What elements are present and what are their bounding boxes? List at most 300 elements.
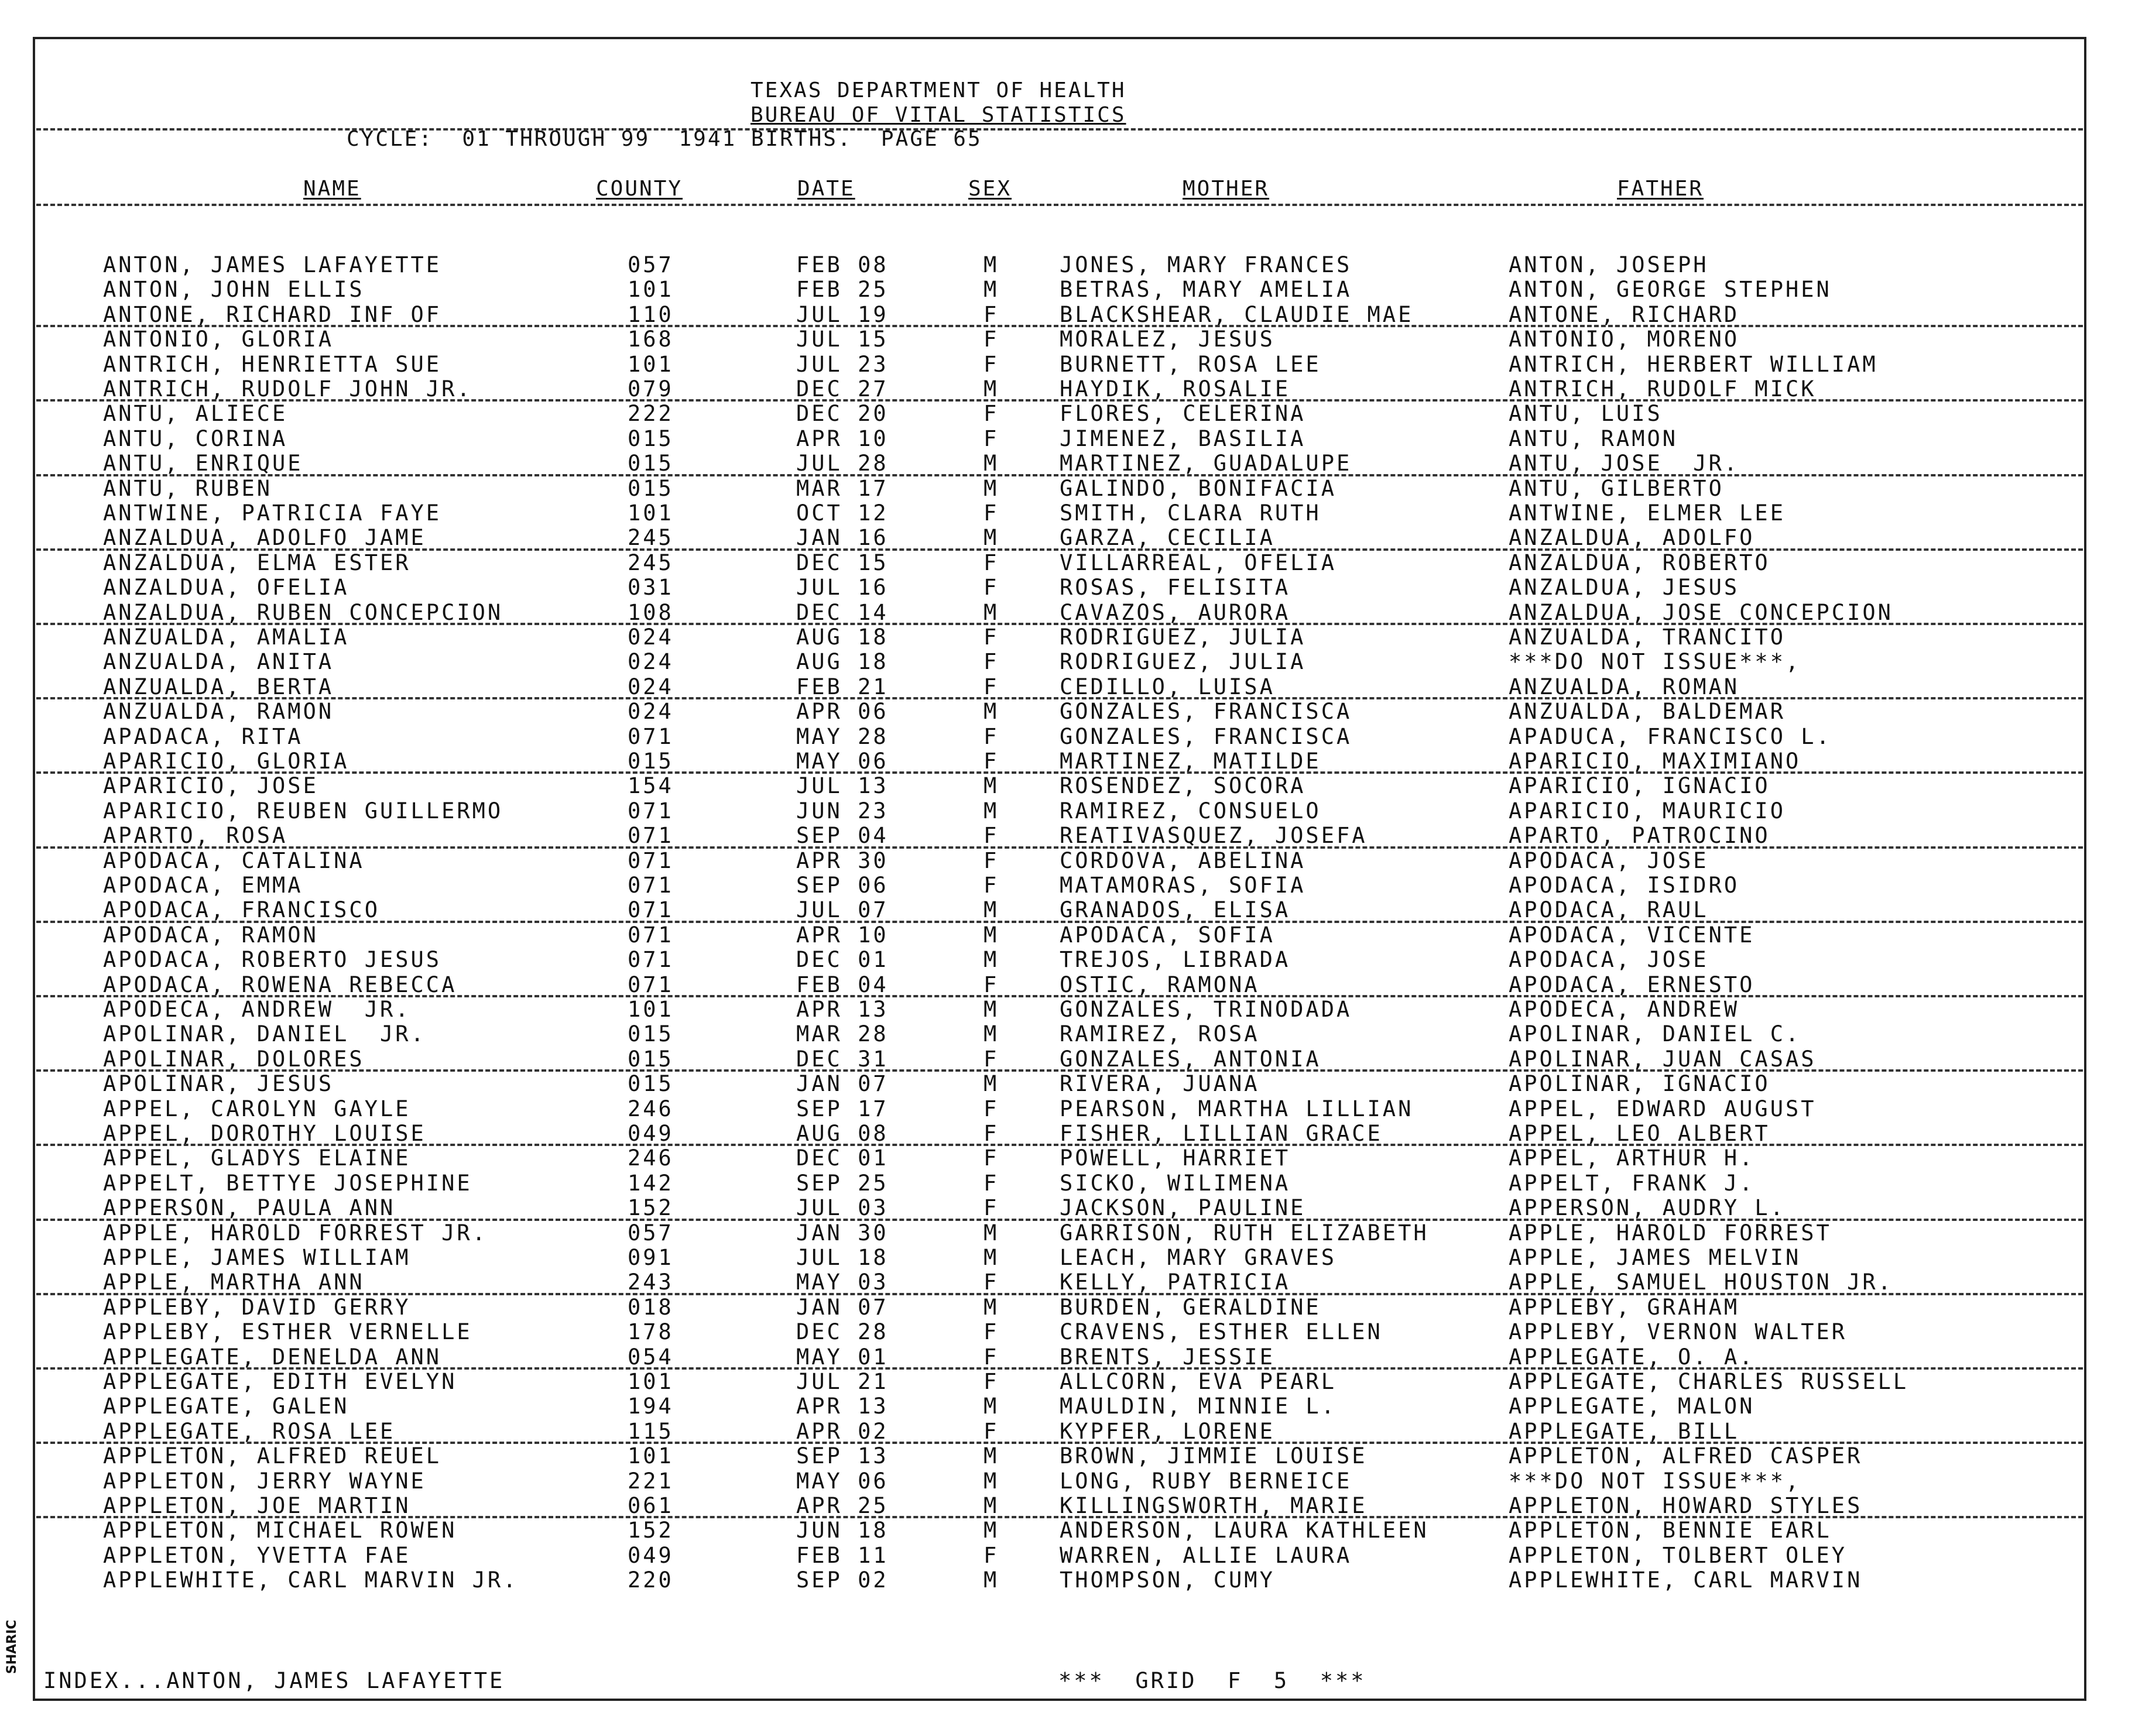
cell-county: 178 (628, 1319, 674, 1344)
cell-county: 154 (628, 773, 674, 798)
cell-name: APPEL, GLADYS ELAINE (103, 1145, 411, 1171)
cell-father: APOLINAR, JUAN CASAS (1509, 1047, 1817, 1072)
cell-father: APPLE, JAMES MELVIN (1509, 1245, 1801, 1270)
cell-date: MAY 28 (796, 724, 889, 749)
cell-mother: THOMPSON, CUMY (1060, 1567, 1275, 1593)
cell-name: APODACA, ROBERTO JESUS (103, 947, 442, 972)
cell-mother: GARRISON, RUTH ELIZABETH (1060, 1220, 1429, 1246)
header-divider (36, 128, 2083, 131)
cell-date: FEB 25 (796, 277, 889, 302)
table-row (0, 675, 2135, 699)
cell-mother: MAULDIN, MINNIE L. (1060, 1394, 1336, 1419)
cell-date: FEB 21 (796, 674, 889, 699)
cell-mother: MARTINEZ, GUADALUPE (1060, 451, 1352, 476)
row-separator (36, 1293, 2083, 1295)
table-row (0, 1469, 2135, 1494)
cell-name: APODACA, ROWENA REBECCA (103, 972, 457, 997)
cell-date: MAY 01 (796, 1344, 889, 1370)
cell-sex: M (983, 1394, 999, 1419)
cell-date: JUL 13 (796, 773, 889, 798)
cell-name: ANZUALDA, BERTA (103, 674, 334, 699)
cell-name: APPLEBY, ESTHER VERNELLE (103, 1319, 472, 1344)
cell-sex: F (983, 674, 999, 699)
cell-mother: MATAMORAS, SOFIA (1060, 873, 1306, 898)
cell-date: APR 13 (796, 1394, 889, 1419)
cell-father: APPERSON, AUDRY L. (1509, 1195, 1786, 1220)
cell-mother: LONG, RUBY BERNEICE (1060, 1469, 1352, 1494)
cell-county: 246 (628, 1096, 674, 1121)
cell-date: JAN 16 (796, 525, 889, 550)
table-row (0, 625, 2135, 650)
table-row (0, 774, 2135, 798)
cell-date: APR 30 (796, 848, 889, 873)
cell-name: APPLE, JAMES WILLIAM (103, 1245, 411, 1270)
cell-father: ANZALDUA, ADOLFO (1509, 525, 1755, 550)
cell-father: ***DO NOT ISSUE***, (1509, 649, 1801, 674)
cell-father: ANZALDUA, JOSE CONCEPCION (1509, 600, 1893, 625)
cell-date: AUG 08 (796, 1121, 889, 1146)
cell-name: ANTON, JAMES LAFAYETTE (103, 252, 442, 277)
table-row (0, 1394, 2135, 1419)
cell-father: ANTONE, RICHARD (1509, 302, 1740, 327)
cell-sex: F (983, 401, 999, 426)
cell-mother: GALINDO, BONIFACIA (1060, 476, 1336, 501)
cell-mother: BURNETT, ROSA LEE (1060, 352, 1321, 377)
cell-date: DEC 01 (796, 947, 889, 972)
cell-mother: KYPFER, LORENE (1060, 1419, 1275, 1444)
table-row (0, 824, 2135, 848)
cell-county: 152 (628, 1195, 674, 1220)
cell-county: 101 (628, 1369, 674, 1394)
cell-sex: F (983, 500, 999, 526)
table-row (0, 1494, 2135, 1518)
cell-date: SEP 06 (796, 873, 889, 898)
cell-mother: ALLCORN, EVA PEARL (1060, 1369, 1336, 1394)
cell-date: MAR 28 (796, 1021, 889, 1047)
cell-sex: M (983, 947, 999, 972)
cell-mother: BROWN, JIMMIE LOUISE (1060, 1443, 1368, 1469)
cell-sex: M (983, 1518, 999, 1543)
cell-father: ANTU, GILBERTO (1509, 476, 1724, 501)
cell-date: MAY 06 (796, 749, 889, 774)
cell-father: APARTO, PATROCINO (1509, 823, 1770, 848)
cell-mother: BETRAS, MARY AMELIA (1060, 277, 1352, 302)
table-row (0, 1543, 2135, 1568)
table-row (0, 799, 2135, 824)
cell-father: ANTON, GEORGE STEPHEN (1509, 277, 1832, 302)
row-separator (36, 1219, 2083, 1221)
cell-father: APPLEGATE, BILL (1509, 1419, 1740, 1444)
cell-date: JUL 23 (796, 352, 889, 377)
cell-mother: SMITH, CLARA RUTH (1060, 500, 1321, 526)
cell-father: APODACA, ISIDRO (1509, 873, 1740, 898)
cell-father: APODACA, JOSE (1509, 848, 1709, 873)
cell-date: DEC 14 (796, 600, 889, 625)
table-row (0, 1345, 2135, 1370)
cell-date: MAY 06 (796, 1469, 889, 1494)
cell-father: APOLINAR, DANIEL C. (1509, 1021, 1801, 1047)
cell-mother: RIVERA, JUANA (1060, 1071, 1260, 1096)
cell-county: 222 (628, 401, 674, 426)
table-row (0, 476, 2135, 501)
table-row (0, 526, 2135, 550)
cell-name: APPLEGATE, EDITH EVELYN (103, 1369, 457, 1394)
row-separator (36, 399, 2083, 402)
cell-father: ANTU, JOSE JR. (1509, 451, 1740, 476)
department-title: TEXAS DEPARTMENT OF HEALTH (750, 78, 1126, 102)
cell-father: ANTU, RAMON (1509, 426, 1678, 451)
cell-mother: JACKSON, PAULINE (1060, 1195, 1306, 1220)
row-separator (36, 1442, 2083, 1444)
cell-father: APODACA, ERNESTO (1509, 972, 1755, 997)
cell-name: ANTU, CORINA (103, 426, 288, 451)
cell-name: APARTO, ROSA (103, 823, 288, 848)
cell-father: ANZALDUA, ROBERTO (1509, 550, 1770, 575)
row-separator (36, 1516, 2083, 1518)
row-separator (36, 995, 2083, 997)
cell-date: OCT 12 (796, 500, 889, 526)
cell-mother: OSTIC, RAMONA (1060, 972, 1260, 997)
cell-date: JUL 03 (796, 1195, 889, 1220)
cell-sex: F (983, 550, 999, 575)
cell-name: APOLINAR, DANIEL JR. (103, 1021, 426, 1047)
cell-county: 142 (628, 1171, 674, 1196)
table-row (0, 699, 2135, 724)
cell-mother: JONES, MARY FRANCES (1060, 252, 1352, 277)
cell-name: APODACA, RAMON (103, 922, 318, 948)
cell-county: 071 (628, 848, 674, 873)
cell-father: APPEL, LEO ALBERT (1509, 1121, 1770, 1146)
cell-date: SEP 02 (796, 1567, 889, 1593)
cell-sex: F (983, 1096, 999, 1121)
cell-sex: M (983, 1245, 999, 1270)
cell-date: DEC 20 (796, 401, 889, 426)
cell-mother: KELLY, PATRICIA (1060, 1270, 1291, 1295)
cell-mother: CRAVENS, ESTHER ELLEN (1060, 1319, 1383, 1344)
column-header-mother: MOTHER (1183, 177, 1270, 201)
cell-mother: POWELL, HARRIET (1060, 1145, 1291, 1171)
table-row (0, 873, 2135, 898)
cell-mother: PEARSON, MARTHA LILLIAN (1060, 1096, 1414, 1121)
cell-mother: VILLARREAL, OFELIA (1060, 550, 1336, 575)
cell-name: ANTONE, RICHARD INF OF (103, 302, 442, 327)
cell-father: APARICIO, MAXIMIANO (1509, 749, 1801, 774)
table-row (0, 377, 2135, 402)
cell-date: APR 02 (796, 1419, 889, 1444)
cell-sex: F (983, 1543, 999, 1568)
cell-name: APOLINAR, JESUS (103, 1071, 334, 1096)
bureau-title: BUREAU OF VITAL STATISTICS (750, 103, 1126, 127)
cell-name: APODACA, FRANCISCO (103, 897, 380, 922)
cell-father: APPLETON, BENNIE EARL (1509, 1518, 1832, 1543)
cell-sex: F (983, 352, 999, 377)
cell-name: ANTON, JOHN ELLIS (103, 277, 365, 302)
cell-father: ANTRICH, RUDOLF MICK (1509, 376, 1817, 402)
cell-date: JAN 07 (796, 1295, 889, 1320)
cell-date: APR 10 (796, 922, 889, 948)
cell-mother: ROSENDEZ, SOCORA (1060, 773, 1306, 798)
table-row (0, 1121, 2135, 1146)
cell-county: 246 (628, 1145, 674, 1171)
cell-county: 024 (628, 699, 674, 724)
cell-date: SEP 04 (796, 823, 889, 848)
cell-father: APODACA, RAUL (1509, 897, 1709, 922)
cell-name: ANTWINE, PATRICIA FAYE (103, 500, 442, 526)
cell-sex: M (983, 997, 999, 1022)
table-row (0, 1171, 2135, 1196)
cell-county: 079 (628, 376, 674, 402)
cell-name: APPEL, CAROLYN GAYLE (103, 1096, 411, 1121)
cell-mother: ANDERSON, LAURA KATHLEEN (1060, 1518, 1429, 1543)
cell-county: 049 (628, 1121, 674, 1146)
row-separator (36, 697, 2083, 699)
cell-date: APR 13 (796, 997, 889, 1022)
cell-sex: M (983, 1021, 999, 1047)
cell-name: ANZUALDA, ANITA (103, 649, 334, 674)
cycle-line: CYCLE: 01 THROUGH 99 1941 BIRTHS. PAGE 65 (347, 127, 982, 151)
grid-footer: *** GRID F 5 *** (1058, 1668, 1366, 1693)
cell-county: 071 (628, 897, 674, 922)
table-row (0, 749, 2135, 774)
cell-date: DEC 01 (796, 1145, 889, 1171)
cell-county: 245 (628, 550, 674, 575)
cell-county: 061 (628, 1493, 674, 1518)
cell-father: ANTWINE, ELMER LEE (1509, 500, 1786, 526)
cell-sex: M (983, 476, 999, 501)
cell-county: 243 (628, 1270, 674, 1295)
cell-county: 071 (628, 922, 674, 948)
cell-date: APR 10 (796, 426, 889, 451)
cell-date: JUL 16 (796, 575, 889, 600)
cell-mother: ROSAS, FELISITA (1060, 575, 1291, 600)
table-row (0, 1221, 2135, 1246)
table-row (0, 650, 2135, 674)
cell-father: APPLETON, TOLBERT OLEY (1509, 1543, 1848, 1568)
cell-county: 194 (628, 1394, 674, 1419)
cell-sex: F (983, 1344, 999, 1370)
cell-sex: F (983, 1369, 999, 1394)
cell-name: APODACA, CATALINA (103, 848, 365, 873)
cell-father: APOLINAR, IGNACIO (1509, 1071, 1770, 1096)
cell-name: ANZALDUA, RUBEN CONCEPCION (103, 600, 503, 625)
cell-date: SEP 17 (796, 1096, 889, 1121)
column-header-county: COUNTY (596, 177, 683, 201)
cell-sex: M (983, 376, 999, 402)
cell-mother: BRENTS, JESSIE (1060, 1344, 1275, 1370)
cell-sex: M (983, 897, 999, 922)
cell-county: 115 (628, 1419, 674, 1444)
cell-father: ANZALDUA, JESUS (1509, 575, 1740, 600)
cell-county: 057 (628, 252, 674, 277)
cell-county: 108 (628, 600, 674, 625)
cell-county: 071 (628, 947, 674, 972)
cell-mother: GARZA, CECILIA (1060, 525, 1275, 550)
cell-date: JUL 18 (796, 1245, 889, 1270)
table-row (0, 402, 2135, 426)
cell-sex: M (983, 922, 999, 948)
row-separator (36, 771, 2083, 774)
cell-county: 101 (628, 352, 674, 377)
cell-father: APPLETON, HOWARD STYLES (1509, 1493, 1863, 1518)
cell-sex: F (983, 649, 999, 674)
cell-county: 018 (628, 1295, 674, 1320)
cell-father: APPLE, SAMUEL HOUSTON JR. (1509, 1270, 1893, 1295)
cell-date: MAR 17 (796, 476, 889, 501)
cell-sex: M (983, 1469, 999, 1494)
cell-county: 110 (628, 302, 674, 327)
cell-name: APPLEGATE, GALEN (103, 1394, 349, 1419)
cell-father: APODACA, JOSE (1509, 947, 1709, 972)
table-row (0, 1270, 2135, 1295)
cell-county: 054 (628, 1344, 674, 1370)
cell-county: 101 (628, 277, 674, 302)
cell-father: APPLEGATE, CHARLES RUSSELL (1509, 1369, 1909, 1394)
cell-county: 101 (628, 997, 674, 1022)
table-row (0, 1146, 2135, 1171)
row-separator (36, 921, 2083, 923)
cell-father: ***DO NOT ISSUE***, (1509, 1469, 1801, 1494)
cell-mother: APODACA, SOFIA (1060, 922, 1275, 948)
table-row (0, 1246, 2135, 1270)
cell-father: ANTONIO, MORENO (1509, 327, 1740, 352)
table-row (0, 948, 2135, 972)
table-row (0, 997, 2135, 1022)
column-divider (36, 204, 2083, 206)
cell-sex: M (983, 699, 999, 724)
cell-sex: F (983, 1270, 999, 1295)
table-row (0, 501, 2135, 526)
cell-name: ANZALDUA, ELMA ESTER (103, 550, 411, 575)
cell-sex: F (983, 327, 999, 352)
cell-sex: F (983, 848, 999, 873)
cell-name: APPLETON, JOE MARTIN (103, 1493, 411, 1518)
cell-mother: BLACKSHEAR, CLAUDIE MAE (1060, 302, 1414, 327)
table-row (0, 898, 2135, 922)
cell-father: APODECA, ANDREW (1509, 997, 1740, 1022)
cell-sex: F (983, 1171, 999, 1196)
table-row (0, 1444, 2135, 1469)
cell-date: FEB 11 (796, 1543, 889, 1568)
table-row (0, 1097, 2135, 1121)
cell-county: 071 (628, 724, 674, 749)
cell-date: FEB 04 (796, 972, 889, 997)
cell-name: ANTONIO, GLORIA (103, 327, 334, 352)
table-row (0, 327, 2135, 352)
cell-sex: F (983, 426, 999, 451)
cell-mother: JIMENEZ, BASILIA (1060, 426, 1306, 451)
table-row (0, 725, 2135, 749)
cell-father: APPELT, FRANK J. (1509, 1171, 1755, 1196)
cell-sex: F (983, 749, 999, 774)
cell-name: APARICIO, JOSE (103, 773, 318, 798)
table-row (0, 1295, 2135, 1320)
cell-name: APPLETON, ALFRED REUEL (103, 1443, 442, 1469)
cell-sex: M (983, 1567, 999, 1593)
cell-county: 015 (628, 749, 674, 774)
table-row (0, 575, 2135, 600)
table-row (0, 551, 2135, 575)
table-row (0, 427, 2135, 451)
cell-county: 015 (628, 1047, 674, 1072)
cell-father: APODACA, VICENTE (1509, 922, 1755, 948)
cell-name: APPLETON, YVETTA FAE (103, 1543, 411, 1568)
table-row (0, 1072, 2135, 1096)
cell-sex: M (983, 1220, 999, 1246)
row-separator (36, 548, 2083, 551)
cell-county: 049 (628, 1543, 674, 1568)
cell-sex: M (983, 252, 999, 277)
cell-county: 091 (628, 1245, 674, 1270)
cell-name: APADACA, RITA (103, 724, 303, 749)
cell-father: APPEL, ARTHUR H. (1509, 1145, 1755, 1171)
cell-date: DEC 27 (796, 376, 889, 402)
table-row (0, 303, 2135, 327)
cell-mother: RAMIREZ, ROSA (1060, 1021, 1260, 1047)
cell-mother: BURDEN, GERALDINE (1060, 1295, 1321, 1320)
cell-mother: CAVAZOS, AURORA (1060, 600, 1291, 625)
cell-mother: KILLINGSWORTH, MARIE (1060, 1493, 1368, 1518)
cell-mother: WARREN, ALLIE LAURA (1060, 1543, 1352, 1568)
cell-name: ANZUALDA, RAMON (103, 699, 334, 724)
cell-father: APPLE, HAROLD FORREST (1509, 1220, 1832, 1246)
cell-name: APPELT, BETTYE JOSEPHINE (103, 1171, 472, 1196)
table-row (0, 253, 2135, 277)
row-separator (36, 623, 2083, 625)
cell-father: APPLEBY, VERNON WALTER (1509, 1319, 1848, 1344)
cell-father: ANZUALDA, BALDEMAR (1509, 699, 1786, 724)
table-row (0, 849, 2135, 873)
cell-sex: M (983, 525, 999, 550)
cell-date: JAN 07 (796, 1071, 889, 1096)
cell-mother: GONZALES, TRINODADA (1060, 997, 1352, 1022)
cell-sex: M (983, 277, 999, 302)
cell-sex: M (983, 451, 999, 476)
cell-date: APR 25 (796, 1493, 889, 1518)
cell-date: APR 06 (796, 699, 889, 724)
cell-sex: F (983, 1121, 999, 1146)
table-row (0, 1419, 2135, 1444)
cell-name: APPLE, MARTHA ANN (103, 1270, 365, 1295)
column-header-father: FATHER (1617, 177, 1704, 201)
cell-mother: MARTINEZ, MATILDE (1060, 749, 1321, 774)
cell-county: 152 (628, 1518, 674, 1543)
cell-county: 168 (628, 327, 674, 352)
cell-date: DEC 15 (796, 550, 889, 575)
cell-name: APPLEGATE, ROSA LEE (103, 1419, 396, 1444)
cell-mother: GRANADOS, ELISA (1060, 897, 1291, 922)
cell-father: APADUCA, FRANCISCO L. (1509, 724, 1832, 749)
cell-father: ANZUALDA, TRANCITO (1509, 625, 1786, 650)
table-row (0, 1370, 2135, 1394)
cell-date: JUL 15 (796, 327, 889, 352)
cell-mother: GONZALES, ANTONIA (1060, 1047, 1321, 1072)
cell-county: 015 (628, 426, 674, 451)
cell-county: 024 (628, 674, 674, 699)
row-separator (36, 474, 2083, 476)
table-row (0, 1568, 2135, 1593)
table-row (0, 601, 2135, 625)
cell-date: DEC 28 (796, 1319, 889, 1344)
table-row (0, 277, 2135, 302)
cell-sex: F (983, 724, 999, 749)
cell-county: 024 (628, 625, 674, 650)
cell-sex: F (983, 873, 999, 898)
cell-name: APARICIO, GLORIA (103, 749, 349, 774)
cell-county: 015 (628, 476, 674, 501)
table-row (0, 1196, 2135, 1220)
table-row (0, 1022, 2135, 1047)
cell-sex: M (983, 1295, 999, 1320)
